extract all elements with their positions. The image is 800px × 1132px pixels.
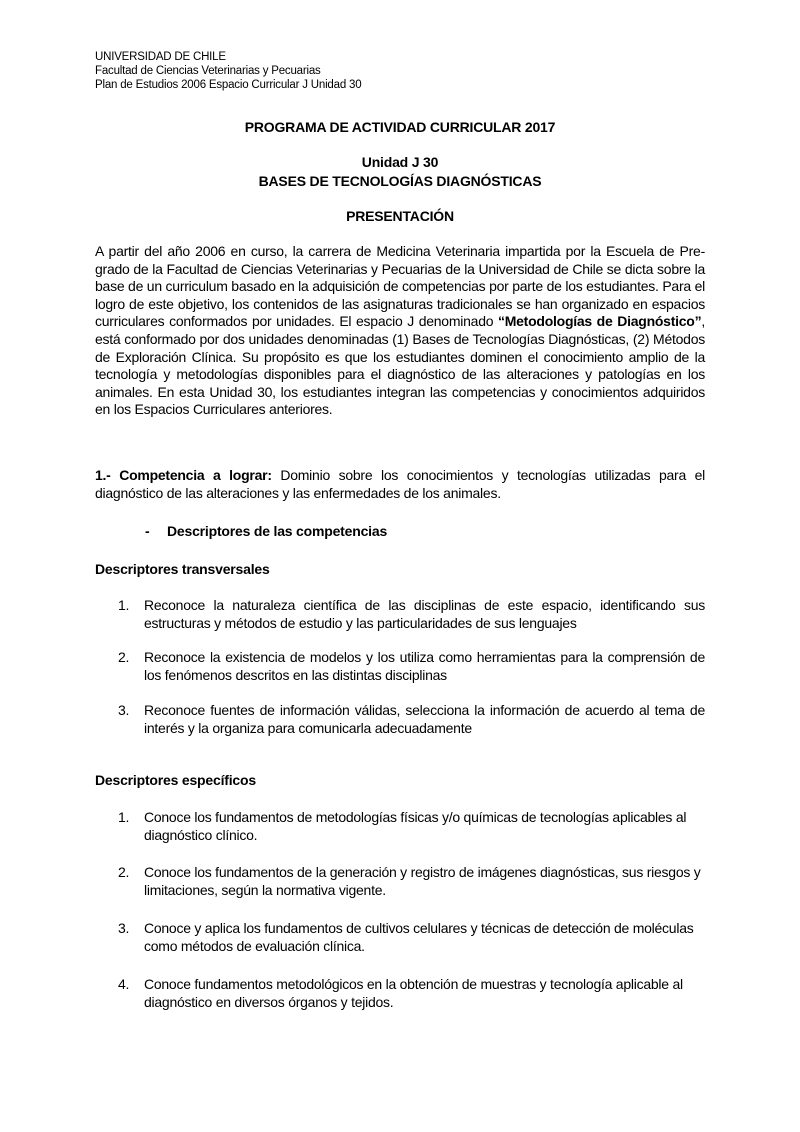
- list-item-text: Reconoce fuentes de información válidas, selecciona la información de acuerdo al tema de interés y la organiza para comunicarla adecuadamente: [144, 702, 705, 736]
- list-item: [118, 809, 705, 844]
- unit-name-title: BASES DE TECNOLOGÍAS DIAGNÓSTICAS: [258, 173, 542, 189]
- dash-bullet: -: [145, 523, 150, 539]
- list-item-text: Reconoce la existencia de modelos y los utiliza como herramientas para la comprensión de los fenómenos descritos en las distintas disciplinas: [144, 649, 705, 683]
- list-item-number: 2.: [118, 649, 130, 665]
- list-item-text: Conoce los fundamentos de la generación y registro de imágenes diagnósticas, sus riesgos y limitaciones, según la normativa vigente.: [144, 864, 701, 898]
- list-item: [118, 702, 705, 737]
- presentation-paragraph: [95, 243, 705, 419]
- list-item-number: 2.: [118, 864, 130, 880]
- list-item-text: Conoce fundamentos metodológicos en la obtención de muestras y tecnología aplicable al diagnóstico en diversos órganos y tejidos.: [144, 976, 683, 1010]
- presentation-text-a: A partir del año 2006 en curso, la carrera de Medicina Veterinaria impartida por la Escuela de Pre-grado de la Facultad de Ciencias Veterinarias y Pecuarias de la Universidad de Chile se dicta sobre la base de un curriculum basado en la adquisición de competencias por parte de los estudiantes. Para el logro de este objetivo, los contenidos de las asignaturas tradicionales se han organizado en espacios curriculares conformados por unidades. El espacio J denominado: [95, 243, 705, 330]
- list-item-number: 4.: [118, 976, 130, 992]
- unit-title: Unidad J 30: [361, 154, 439, 170]
- competencia-paragraph: [95, 467, 705, 502]
- competencia-text: Dominio sobre los conocimientos y tecnologías utilizadas para el diagnóstico de las alteraciones y las enfermedades de los animales.: [95, 467, 706, 501]
- list-item: [118, 864, 705, 899]
- header-plan: Plan de Estudios 2006 Espacio Curricular J Unidad 30: [95, 79, 362, 91]
- list-item-number: 1.: [118, 597, 130, 613]
- list-item: [118, 920, 705, 955]
- transversales-heading: Descriptores transversales: [95, 561, 270, 577]
- presentation-bold-name: “Metodologías de Diagnóstico”: [497, 313, 702, 330]
- program-title: PROGRAMA DE ACTIVIDAD CURRICULAR 2017: [244, 119, 556, 135]
- list-item-text: Conoce y aplica los fundamentos de cultivos celulares y técnicas de detección de moléculas como métodos de evaluación clínica.: [144, 920, 694, 954]
- competencia-label: 1.- Competencia a lograr:: [95, 467, 272, 483]
- header-faculty: Facultad de Ciencias Veterinarias y Pecuarias: [95, 65, 321, 77]
- list-item: [118, 976, 705, 1011]
- header-university: UNIVERSIDAD DE CHILE: [95, 51, 226, 63]
- document-header: [95, 50, 361, 92]
- descriptores-heading-label: Descriptores de las competencias: [167, 523, 388, 539]
- list-item: [118, 597, 705, 632]
- presentation-text-b: , está conformado por dos unidades denominadas (1) Bases de Tecnologías Diagnósticas, (2) Métodos de Exploración Clínica. Su propósito es que los estudiantes dominen el conocimiento amplio de la tecnología y metodologías disponibles para el diagnóstico de las alteraciones y patologías en los animales. En esta Unidad 30, los estudiantes integran las competencias y conocimientos adquiridos en los Espacios Curriculares anteriores.: [95, 313, 705, 418]
- especificos-heading: Descriptores específicos: [95, 772, 256, 788]
- list-item-text: Conoce los fundamentos de metodologías físicas y/o químicas de tecnologías aplicables al diagnóstico clínico.: [144, 809, 687, 843]
- list-item-number: 3.: [118, 920, 130, 936]
- presentation-title: PRESENTACIÓN: [346, 208, 454, 224]
- list-item-number: 1.: [118, 809, 130, 825]
- list-item-text: Reconoce la naturaleza científica de las disciplinas de este espacio, identificando sus estructuras y métodos de estudio y las particularidades de sus lenguajes: [144, 597, 705, 631]
- descriptores-heading: [145, 523, 387, 539]
- list-item-number: 3.: [118, 702, 130, 718]
- list-item: [118, 649, 705, 684]
